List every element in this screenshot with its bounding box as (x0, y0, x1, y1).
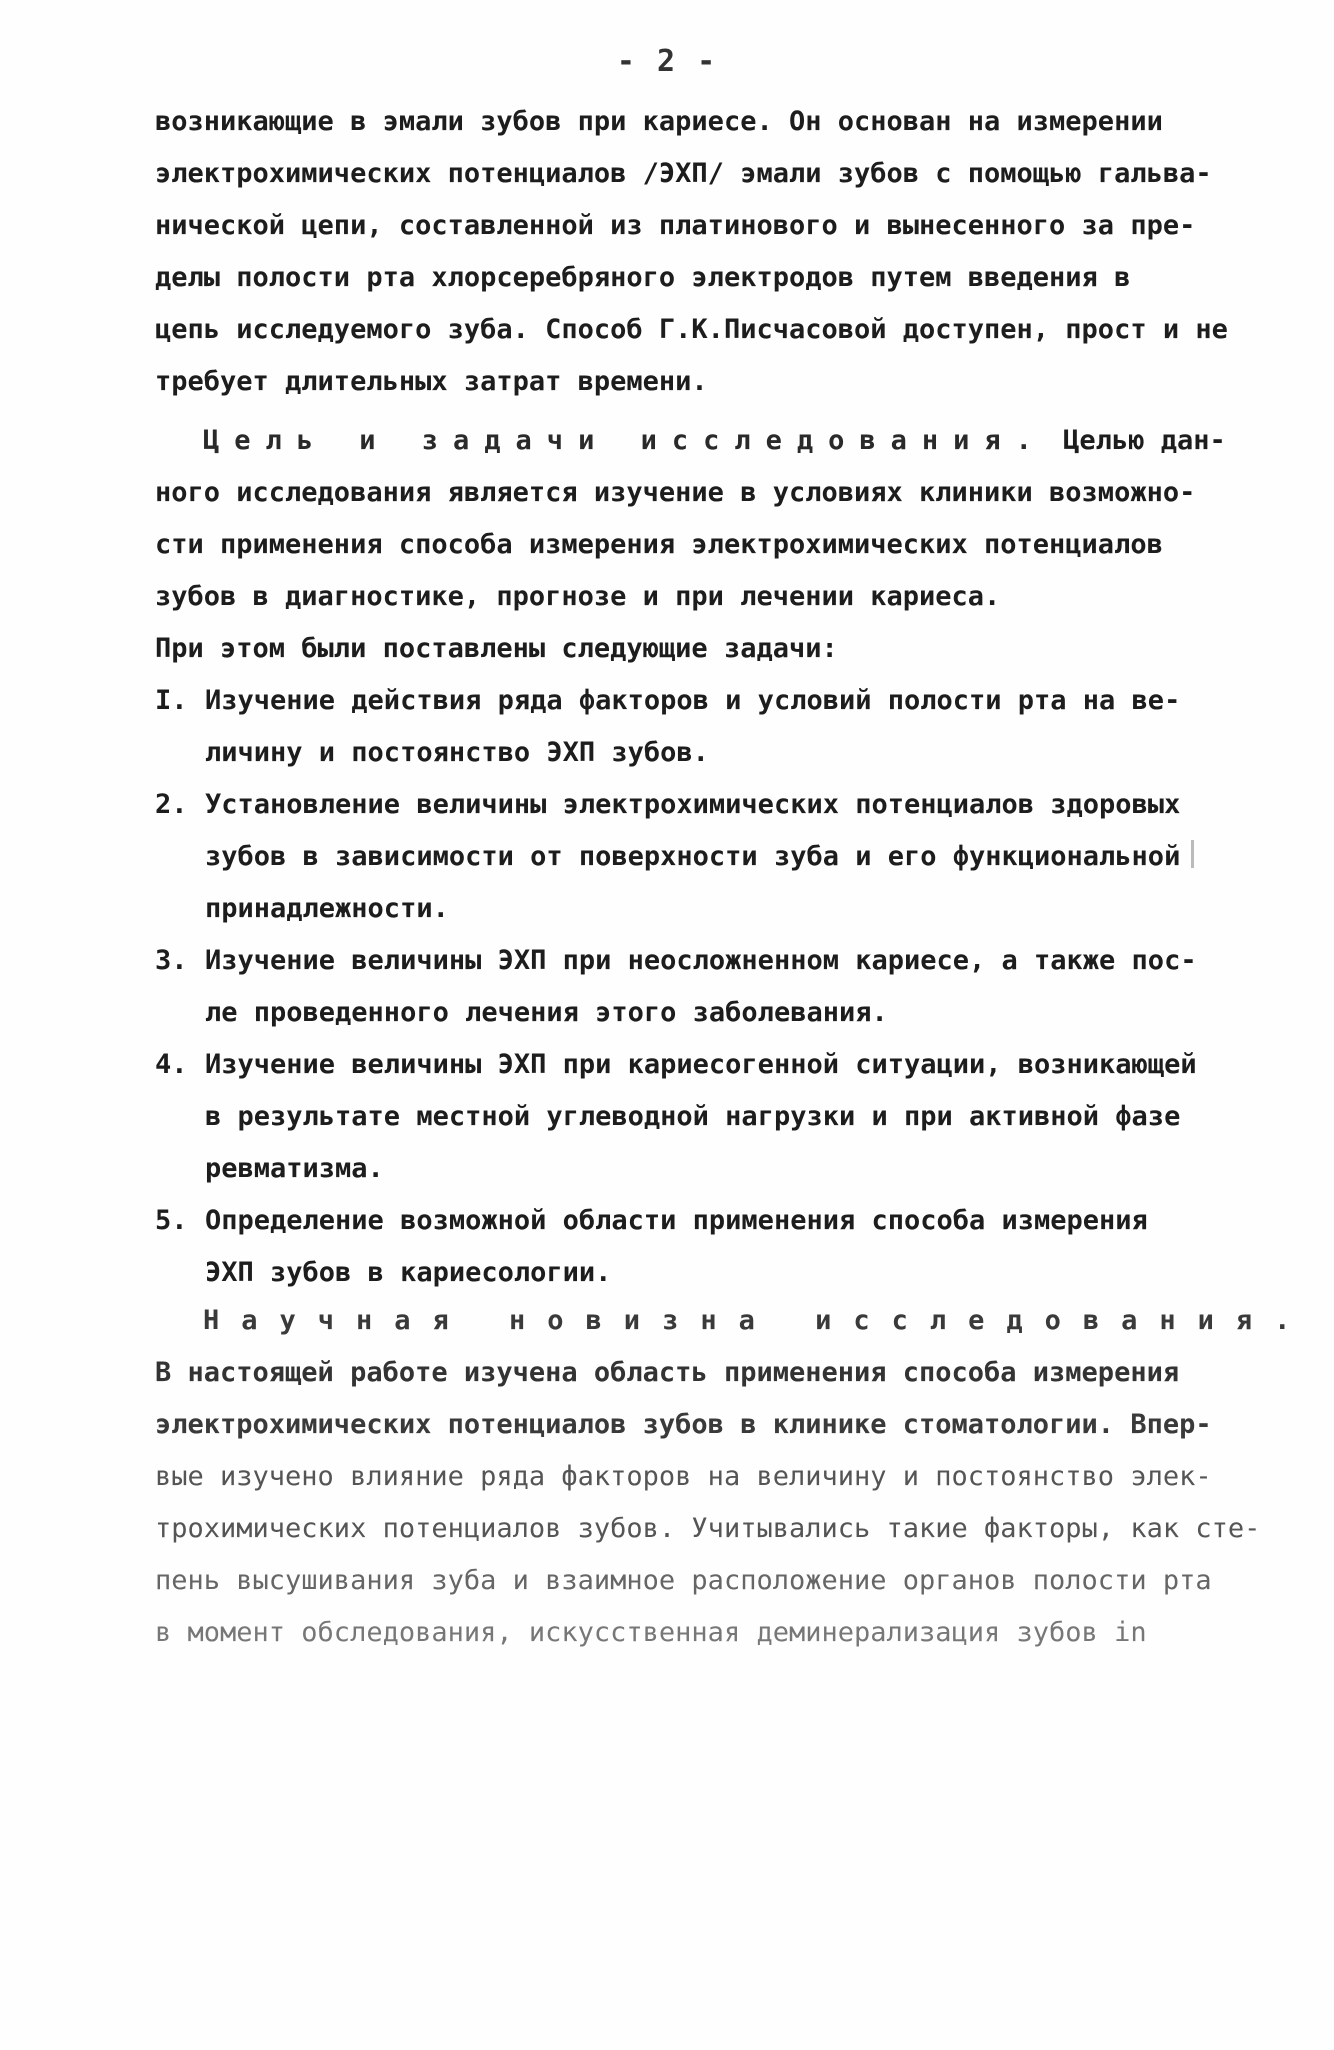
list-item-line: Изучение действия ряда факторов и условий полости рта на ве- (205, 685, 1181, 716)
novelty-line: электрохимических потенциалов зубов в клинике стоматологии. Впер- (155, 1409, 1212, 1440)
list-item-line: ле проведенного лечения этого заболевания. (205, 997, 888, 1028)
novelty-heading-line (155, 1295, 1313, 1347)
intro-paragraph (155, 96, 1228, 408)
intro-line: требует длительных затрат времени. (155, 366, 708, 397)
goals-heading-line (155, 415, 1226, 467)
goals-section (155, 415, 1226, 675)
list-item-line: принадлежности. (205, 893, 449, 924)
intro-line: нической цепи, составленной из платинового и вынесенного за пре- (155, 210, 1196, 241)
list-item-number: 3. (155, 945, 188, 976)
intro-line: делы полости рта хлорсеребряного электродов путем введения в (155, 262, 1131, 293)
tasks-list (155, 675, 1197, 1299)
novelty-section (155, 1295, 1313, 1659)
list-item-line: ЭХП зубов в кариесологии. (205, 1257, 612, 1288)
intro-line: электрохимических потенциалов /ЭХП/ эмали зубов с помощью гальва- (155, 158, 1212, 189)
list-item-line: зубов в зависимости от поверхности зуба и его функциональной (205, 841, 1181, 872)
list-item-number: 4. (155, 1049, 188, 1080)
scan-artifact-mark (1191, 840, 1194, 868)
novelty-heading: Научная новизна исследования. (203, 1305, 1313, 1336)
list-item-number: 2. (155, 789, 188, 820)
goals-heading: Цель и задачи исследования. (203, 425, 1047, 456)
list-item-number: I. (155, 685, 188, 716)
list-item (155, 1039, 1197, 1195)
list-item-line: Установление величины электрохимических потенциалов здоровых (205, 789, 1181, 820)
intro-line: цепь исследуемого зуба. Способ Г.К.Писчасовой доступен, прост и не (155, 314, 1228, 345)
list-item (155, 779, 1181, 935)
goals-line: ного исследования является изучение в условиях клиники возможно- (155, 477, 1196, 508)
goals-line: Целью дан- (1063, 425, 1226, 456)
goals-line: зубов в диагностике, прогнозе и при лечении кариеса. (155, 581, 1001, 612)
novelty-line: пень высушивания зуба и взаимное расположение органов полости рта (155, 1565, 1212, 1596)
list-item (155, 935, 1197, 1039)
goals-line: При этом были поставлены следующие задачи: (155, 633, 838, 664)
list-item-line: в результате местной углеводной нагрузки и при активной фазе (205, 1101, 1181, 1132)
list-item (155, 675, 1181, 779)
list-item-line: Изучение величины ЭХП при неосложненном кариесе, а также пос- (205, 945, 1197, 976)
novelty-line: вые изучено влияние ряда факторов на величину и постоянство элек- (155, 1461, 1212, 1492)
list-item-line: ревматизма. (205, 1153, 384, 1184)
list-item (155, 1195, 1165, 1299)
list-item-line: Определение возможной области применения способа измерения (205, 1205, 1148, 1236)
list-item-number: 5. (155, 1205, 188, 1236)
novelty-line: в момент обследования, искусственная деминерализация зубов in (155, 1617, 1147, 1648)
page-number: - 2 - (616, 44, 718, 79)
novelty-line: В настоящей работе изучена область применения способа измерения (155, 1357, 1180, 1388)
list-item-line: Изучение величины ЭХП при кариесогенной ситуации, возникающей (205, 1049, 1197, 1080)
list-item-line: личину и постоянство ЭХП зубов. (205, 737, 709, 768)
novelty-line: трохимических потенциалов зубов. Учитывались такие факторы, как сте- (155, 1513, 1261, 1544)
goals-line: сти применения способа измерения электрохимических потенциалов (155, 529, 1163, 560)
intro-line: возникающие в эмали зубов при кариесе. Он основан на измерении (155, 106, 1163, 137)
